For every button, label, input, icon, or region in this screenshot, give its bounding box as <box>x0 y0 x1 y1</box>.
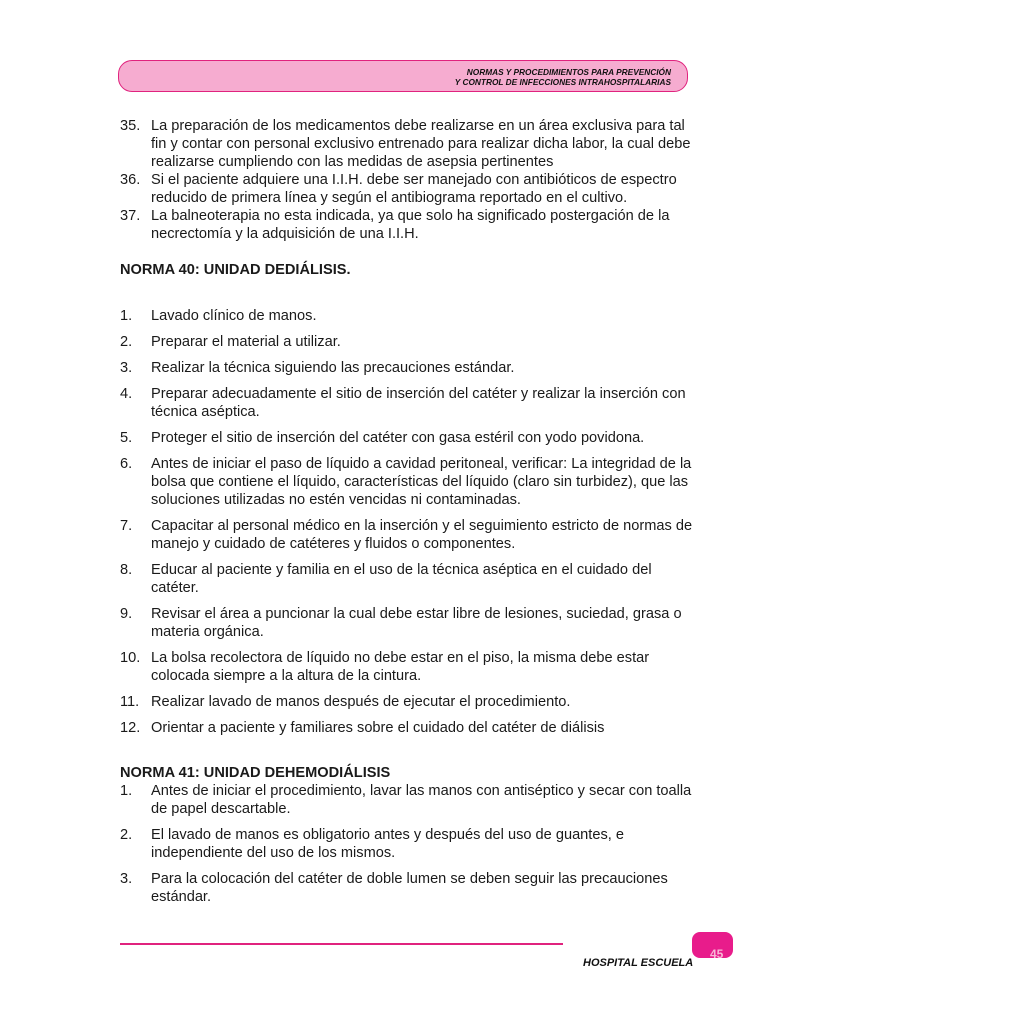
item-number: 1. <box>120 308 133 324</box>
item-number: 7. <box>120 518 133 534</box>
section-heading-norma-40: NORMA 40: UNIDAD DEDIÁLISIS. <box>120 262 351 278</box>
footer-divider <box>120 943 563 945</box>
list-item <box>120 782 695 818</box>
item-number: 6. <box>120 456 133 472</box>
item-number: 35. <box>120 118 141 134</box>
list-item <box>120 870 695 906</box>
item-number: 3. <box>120 871 133 887</box>
header-title <box>455 67 671 87</box>
document-body <box>120 117 695 906</box>
list-item <box>120 561 695 597</box>
list-item <box>120 455 695 509</box>
header-line-1: NORMAS Y PROCEDIMIENTOS PARA PREVENCIÓN <box>466 67 671 77</box>
list-item <box>120 307 695 325</box>
list-item <box>120 333 695 351</box>
item-number: 36. <box>120 172 141 188</box>
list-item <box>120 359 695 377</box>
item-text: Preparar el material a utilizar. <box>151 334 341 350</box>
item-text: Orientar a paciente y familiares sobre el cuidado del catéter de diálisis <box>151 720 605 736</box>
item-number: 2. <box>120 827 133 843</box>
item-number: 10. <box>120 650 141 666</box>
item-text: Realizar lavado de manos después de ejecutar el procedimiento. <box>151 694 571 710</box>
item-text: La preparación de los medicamentos debe realizarse en un área exclusiva para tal fin y contar con personal exclusivo entrenado para realizar dicha labor, la cual debe realizarse cumpliendo con las medidas de asepsia pertinentes <box>151 118 691 170</box>
list-item <box>120 171 695 207</box>
item-text: Realizar la técnica siguiendo las precauciones estándar. <box>151 360 515 376</box>
list-item <box>120 117 695 171</box>
item-text: Antes de iniciar el procedimiento, lavar las manos con antiséptico y secar con toalla de papel descartable. <box>151 783 692 817</box>
item-text: Proteger el sitio de inserción del catéter con gasa estéril con yodo povidona. <box>151 430 645 446</box>
section-heading-norma-41: NORMA 41: UNIDAD DEHEMODIÁLISIS <box>120 765 391 781</box>
norma-41-list <box>120 782 695 906</box>
item-number: 2. <box>120 334 133 350</box>
item-text: Para la colocación del catéter de doble lumen se deben seguir las precauciones estándar. <box>151 871 668 905</box>
norma-40-list <box>120 307 695 737</box>
item-text: Antes de iniciar el paso de líquido a cavidad peritoneal, verificar: La integridad de la bolsa que contiene el líquido, características del líquido (claro sin turbidez), que las soluciones utilizadas no estén vencidas ni contaminadas. <box>151 456 692 508</box>
item-text: Educar al paciente y familia en el uso de la técnica aséptica en el cuidado del catéter. <box>151 562 652 596</box>
item-text: Preparar adecuadamente el sitio de inserción del catéter y realizar la inserción con técnica aséptica. <box>151 386 686 420</box>
header-banner <box>118 60 688 92</box>
item-number: 12. <box>120 720 141 736</box>
item-text: El lavado de manos es obligatorio antes y después del uso de guantes, e independiente del uso de los mismos. <box>151 827 624 861</box>
header-line-2: Y CONTROL DE INFECCIONES INTRAHOSPITALARIAS <box>454 77 671 87</box>
item-text: Lavado clínico de manos. <box>151 308 317 324</box>
list-item <box>120 826 695 862</box>
list-item <box>120 719 695 737</box>
item-number: 5. <box>120 430 133 446</box>
item-text: La bolsa recolectora de líquido no debe estar en el piso, la misma debe estar colocada siempre a la altura de la cintura. <box>151 650 650 684</box>
list-item <box>120 385 695 421</box>
list-item <box>120 429 695 447</box>
item-number: 1. <box>120 783 133 799</box>
item-number: 9. <box>120 606 133 622</box>
item-text: La balneoterapia no esta indicada, ya que solo ha significado postergación de la necrectomía y la adquisición de una I.I.H. <box>151 208 670 242</box>
list-item <box>120 649 695 685</box>
item-text: Revisar el área a puncionar la cual debe estar libre de lesiones, suciedad, grasa o materia orgánica. <box>151 606 682 640</box>
list-item <box>120 693 695 711</box>
list-item <box>120 517 695 553</box>
list-item <box>120 207 695 243</box>
item-number: 4. <box>120 386 133 402</box>
item-number: 11. <box>120 694 140 710</box>
item-text: Capacitar al personal médico en la inserción y el seguimiento estricto de normas de manejo y cuidado de catéteres y fluidos o componentes. <box>151 518 693 552</box>
footer-hospital-name: HOSPITAL ESCUELA <box>583 957 694 969</box>
list-item <box>120 605 695 641</box>
item-number: 37. <box>120 208 141 224</box>
page-number: 45 <box>710 947 724 961</box>
item-number: 8. <box>120 562 133 578</box>
item-number: 3. <box>120 360 133 376</box>
item-text: Si el paciente adquiere una I.I.H. debe ser manejado con antibióticos de espectro reducido de primera línea y según el antibiograma reportado en el cultivo. <box>151 172 677 206</box>
